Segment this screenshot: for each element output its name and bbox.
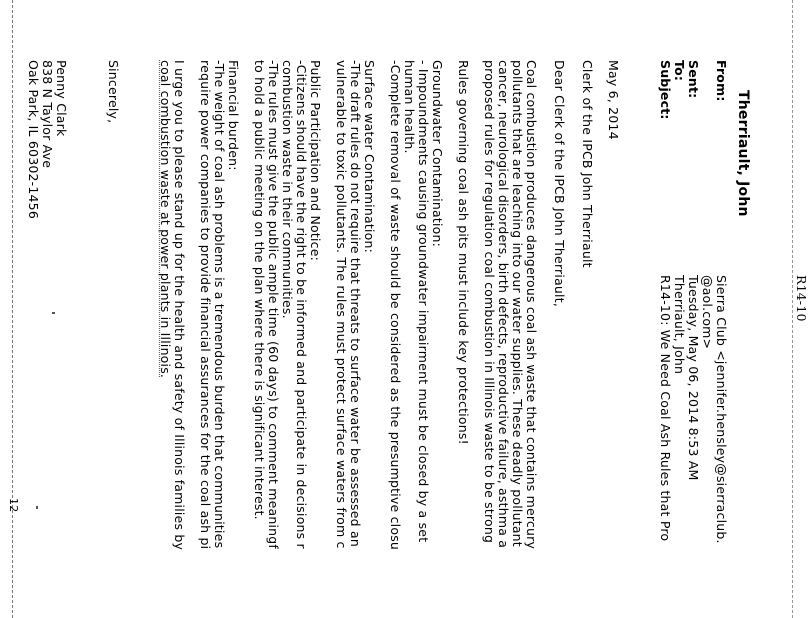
to-value: Therriault, John [672, 275, 687, 375]
section-line: -The rules must give the public ample time (60 days) to comment meaningf [266, 60, 281, 550]
section-line: -The draft rules do not require that threats to surface water be assessed an [348, 60, 363, 547]
section-heading-public-participation: Public Participation and Notice: [308, 60, 323, 262]
sent-value: Tuesday, May 06, 2014 8:53 AM [686, 275, 701, 481]
section-heading-groundwater: Groundwater Contamination: [430, 60, 445, 248]
scan-speck [36, 506, 38, 509]
scan-speck [52, 312, 55, 314]
intro-line: cancer, neurological disorders, birth defects, reproductive failure, asthma a [496, 60, 511, 549]
subject-label: Subject: [658, 60, 673, 120]
intro-line: Coal combustion produces dangerous coal ash waste that contains mercury [524, 60, 539, 550]
salutation: Dear Clerk of the IPCB John Therriault, [552, 60, 567, 308]
signature-street: 838 N Taylor Ave [40, 60, 55, 169]
from-label: From: [714, 60, 729, 102]
section-line: human health. [402, 60, 417, 154]
docket-stamp: R14-10 [794, 275, 809, 322]
from-value-continued: @aol.com> [700, 275, 715, 350]
intro-line: proposed rules for regulation coal combustion in Illinois waste to be strong [482, 60, 497, 544]
recipient: Clerk of the IPCB John Therriault [580, 60, 595, 268]
closing-line: I urge you to please stand up for the health and safety of Illinois families by [172, 60, 187, 551]
section-heading-surface-water: Surface water Contamination: [362, 60, 377, 254]
rules-intro: Rules governing coal ash pits must include key protections! [456, 60, 471, 445]
signature-name: Penny Clark [54, 60, 69, 137]
sent-label: Sent: [686, 60, 701, 99]
letter-date: May 6, 2014 [606, 60, 621, 140]
subject-value: R14-10: We Need Coal Ash Rules that Pro [658, 275, 673, 542]
closing-line: coal combustion waste at power plants in Illinois. [158, 60, 173, 379]
page-number: 12 [7, 498, 20, 513]
section-heading-financial-burden: Financial burden: [226, 60, 241, 171]
section-line: combustion waste in their communities. [280, 60, 295, 319]
intro-line: pollutants that are leaching into our water supplies. These deadly pollutant [510, 60, 525, 547]
signoff: Sincerely, [106, 60, 121, 124]
sender-name: Therriault, John [735, 90, 751, 217]
from-value: Sierra Club <jennifer.hensley@sierraclub. [714, 275, 729, 544]
section-line: -Citizens should have the right to be informed and participate in decisions r [294, 60, 309, 549]
section-line: to hold a public meeting on the plan where there is significant interest. [252, 60, 267, 520]
section-line: vulnerable to toxic pollutants. The rules must protect surface waters from c [334, 60, 349, 549]
section-line: -Complete removal of waste should be considered as the presumptive closu [388, 60, 403, 551]
section-line: require power companies to provide financial assurances for the coal ash pi [198, 60, 213, 550]
section-line: -The weight of coal ash problems is a tremendous burden that communities [212, 60, 227, 549]
to-label: To: [672, 60, 687, 82]
signature-city: Oak Park, IL 60302-1456 [26, 60, 41, 219]
section-line: - Impoundments causing groundwater impairment must be closed by a set [416, 60, 431, 543]
